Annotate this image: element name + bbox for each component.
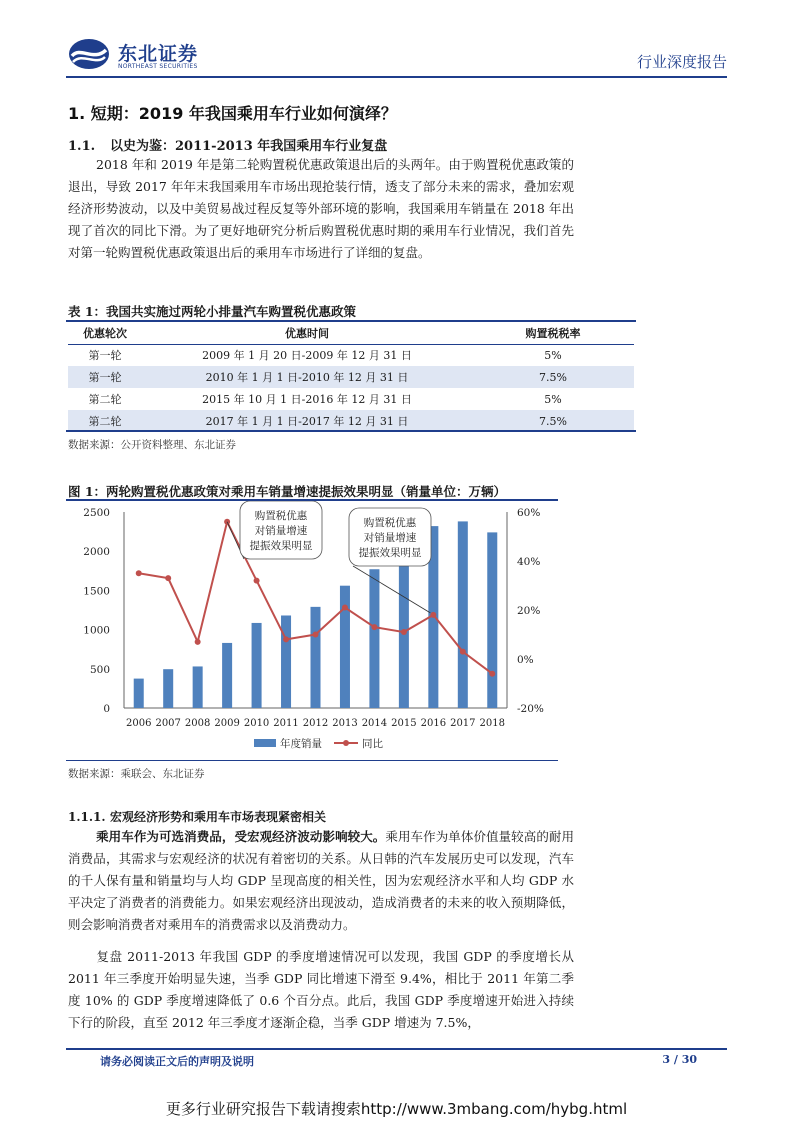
annotation-2-pointer bbox=[353, 566, 430, 613]
table-row bbox=[68, 366, 634, 388]
yoy-growth-point bbox=[224, 519, 230, 525]
yoy-growth-point bbox=[195, 639, 201, 645]
disclaimer-note: 请务必阅读正文后的声明及说明 bbox=[100, 1055, 254, 1068]
table-1-title: 表 1：我国共实施过两轮小排量汽车购置税优惠政策 bbox=[68, 304, 357, 319]
macro-paragraph-text: 乘用车作为单体价值量较高的耐用消费品，其需求与宏观经济的状况有着密切的关系。从日韩的汽车发展历史可以发现，汽车的千人保有量和销量均与人均 GDP 呈现高度的相关性，因为宏观经济水平和人均 GDP 水平决定了消费者的消费能力。如果宏观经济出现波动，造成消费者的未来的收入预期降低，则会影响消费者对乘用车的消费需求以及消费动力。 bbox=[68, 829, 574, 932]
table-cell: 5% bbox=[544, 348, 562, 362]
section-1-1-number: 1.1. bbox=[68, 139, 96, 154]
yoy-growth-point bbox=[489, 671, 495, 677]
x-tick-label: 2011 bbox=[273, 718, 299, 729]
tax-policy-table bbox=[68, 322, 634, 432]
table-header-rate: 购置税税率 bbox=[472, 322, 634, 344]
sales-growth-chart bbox=[66, 501, 558, 759]
yoy-growth-point bbox=[430, 612, 436, 618]
yoy-growth-point bbox=[254, 578, 260, 584]
table-cell: 第二轮 bbox=[68, 410, 142, 432]
yoy-growth-point bbox=[165, 575, 171, 581]
yoy-growth-point bbox=[342, 605, 348, 611]
table-cell: 第一轮 bbox=[88, 349, 122, 363]
sales-bar bbox=[134, 679, 144, 708]
intro-paragraph-text: 2018 年和 2019 年是第二轮购置税优惠政策退出后的头两年。由于购置税优惠政策的退出，导致 2017 年年末我国乘用车市场出现抢装行情，透支了部分未来的需求，叠加宏观经济形势波动，以及中美贸易战过程反复等外部环境的影响，我国乘用车销量在 2018 年出现了首次的同比下滑。为了更好地研究分析后购置税优惠时期的乘用车行业情况，我们首先对第一轮购置税优惠政策退出后的乘用车市场进行了详细的复盘。 bbox=[68, 157, 574, 260]
sales-bar bbox=[369, 569, 379, 708]
table-cell: 第一轮 bbox=[68, 366, 142, 388]
company-name-cn: 东北证券 bbox=[118, 43, 199, 65]
annotation-2-text-line: 购置税优惠 bbox=[363, 517, 417, 529]
table-cell: 7.5% bbox=[472, 410, 634, 432]
table-header-row bbox=[68, 322, 634, 344]
yoy-growth-point bbox=[283, 636, 289, 642]
sales-bar bbox=[281, 615, 291, 708]
page-number: 3 / 30 bbox=[662, 1053, 697, 1066]
legend-bar-swatch bbox=[254, 739, 276, 747]
gdp-paragraph-text: 复盘 2011-2013 年我国 GDP 的季度增速情况可以发现，我国 GDP 的季度增长从 2011 年三季度开始明显失速，当季 GDP 同比增速下滑至 9.4%，相比于 2011 年第二季度 10% 的 GDP 季度增速降低了 0.6 个百分点。此后，我国 GDP 季度增速开始进入持续下行的阶段，直至 2012 年三季度才逐渐企稳，当季 GDP 增速为 7.5%， bbox=[68, 949, 574, 1030]
company-name-en: NORTHEAST SECURITIES bbox=[118, 63, 198, 70]
section-1-1-heading bbox=[68, 135, 387, 154]
figure-1-title: 图 1：两轮购置税优惠政策对乘用车销量增速提振效果明显（销量单位：万辆） bbox=[68, 484, 507, 499]
table-cell: 2009 年 1 月 20 日-2009 年 12 月 31 日 bbox=[202, 349, 412, 363]
footer-divider bbox=[66, 1048, 727, 1050]
x-tick-label: 2012 bbox=[302, 718, 329, 729]
figure-bottom-rule bbox=[66, 760, 558, 761]
legend-line-label: 同比 bbox=[362, 738, 383, 750]
sales-bar bbox=[222, 643, 232, 708]
table-cell: 2017 年 1 月 1 日-2017 年 12 月 31 日 bbox=[142, 410, 472, 432]
yoy-growth-point bbox=[460, 649, 466, 655]
table-row bbox=[68, 388, 634, 410]
section-1-1-1-heading bbox=[68, 808, 326, 825]
section-1-heading bbox=[68, 101, 397, 124]
left-tick-label: 2500 bbox=[83, 507, 110, 519]
page-header bbox=[0, 0, 793, 80]
section-1-1-title: 以史为鉴：2011-2013 年我国乘用车行业复盘 bbox=[110, 139, 388, 154]
sales-bar bbox=[458, 521, 468, 708]
sales-bar bbox=[163, 669, 173, 708]
intro-paragraph bbox=[68, 154, 574, 264]
annotation-2-text-line: 提振效果明显 bbox=[358, 547, 422, 559]
left-tick-label: 1000 bbox=[83, 624, 110, 637]
annotation-1-text-line: 对销量增速 bbox=[254, 525, 308, 537]
section-1-1-1-title: 宏观经济形势和乘用车市场表现紧密相关 bbox=[110, 810, 327, 824]
section-1-1-1-number: 1.1.1. bbox=[68, 810, 106, 824]
x-tick-label: 2008 bbox=[184, 718, 211, 729]
left-tick-label: 0 bbox=[103, 703, 110, 715]
table-row bbox=[68, 344, 634, 366]
northeast-securities-logo-icon bbox=[68, 38, 110, 70]
macro-paragraph-lead: 乘用车作为可选消费品，受宏观经济波动影响较大。 bbox=[96, 829, 386, 844]
legend-bar-label: 年度销量 bbox=[280, 738, 322, 750]
table-1-source: 数据来源：公开资料整理、东北证券 bbox=[68, 439, 236, 451]
table-row bbox=[68, 410, 634, 432]
yoy-growth-point bbox=[136, 570, 142, 576]
x-tick-label: 2018 bbox=[479, 718, 505, 729]
left-tick-label: 1500 bbox=[83, 585, 110, 598]
annotation-1-text-line: 提振效果明显 bbox=[249, 540, 313, 552]
x-tick-label: 2014 bbox=[361, 718, 388, 729]
section-1-title: 短期：2019 年我国乘用车行业如何演绎？ bbox=[90, 104, 397, 123]
x-tick-label: 2016 bbox=[420, 718, 447, 729]
legend-line-marker bbox=[343, 740, 349, 746]
annotation-1-text-line: 购置税优惠 bbox=[254, 510, 308, 522]
table-cell: 第二轮 bbox=[88, 393, 122, 406]
table-header-period: 优惠时间 bbox=[142, 322, 472, 344]
right-tick-label: -20% bbox=[517, 703, 544, 715]
section-1-number: 1. bbox=[68, 104, 86, 123]
sales-bar bbox=[310, 607, 320, 708]
header-divider bbox=[66, 76, 727, 78]
gdp-paragraph bbox=[68, 946, 574, 1034]
x-tick-label: 2006 bbox=[126, 718, 152, 729]
annotation-2-text-line: 对销量增速 bbox=[363, 532, 417, 544]
x-tick-label: 2013 bbox=[332, 718, 358, 729]
sales-bar bbox=[487, 532, 497, 708]
figure-1-source: 数据来源：乘联会、东北证券 bbox=[68, 768, 205, 780]
left-tick-label: 500 bbox=[89, 663, 110, 676]
table-cell: 2010 年 1 月 1 日-2010 年 12 月 31 日 bbox=[142, 366, 472, 388]
download-promo: 更多行业研究报告下载请搜索http://www.3mbang.com/hybg.html bbox=[165, 1100, 628, 1118]
x-tick-label: 2015 bbox=[391, 718, 417, 729]
x-tick-label: 2010 bbox=[243, 718, 270, 729]
table-bottom-rule bbox=[66, 430, 636, 432]
right-tick-label: 60% bbox=[517, 507, 541, 519]
table-cell: 7.5% bbox=[472, 366, 634, 388]
table-header-round: 优惠轮次 bbox=[68, 322, 142, 344]
left-tick-label: 2000 bbox=[83, 546, 110, 559]
sales-bar bbox=[340, 586, 350, 708]
report-type-label: 行业深度报告 bbox=[636, 53, 727, 71]
table-cell: 2015 年 10 月 1 日-2016 年 12 月 31 日 bbox=[202, 393, 412, 406]
x-tick-label: 2017 bbox=[450, 718, 476, 729]
table-cell: 5% bbox=[544, 392, 562, 406]
right-tick-label: 20% bbox=[517, 605, 541, 617]
sales-bar bbox=[193, 666, 203, 708]
sales-bar bbox=[252, 623, 262, 708]
yoy-growth-point bbox=[371, 624, 377, 630]
yoy-growth-point bbox=[401, 629, 407, 635]
yoy-growth-point bbox=[313, 632, 319, 638]
macro-paragraph bbox=[68, 826, 574, 936]
right-tick-label: 40% bbox=[517, 556, 541, 568]
x-tick-label: 2009 bbox=[214, 718, 240, 729]
right-tick-label: 0% bbox=[517, 654, 534, 666]
x-tick-label: 2007 bbox=[155, 718, 181, 729]
